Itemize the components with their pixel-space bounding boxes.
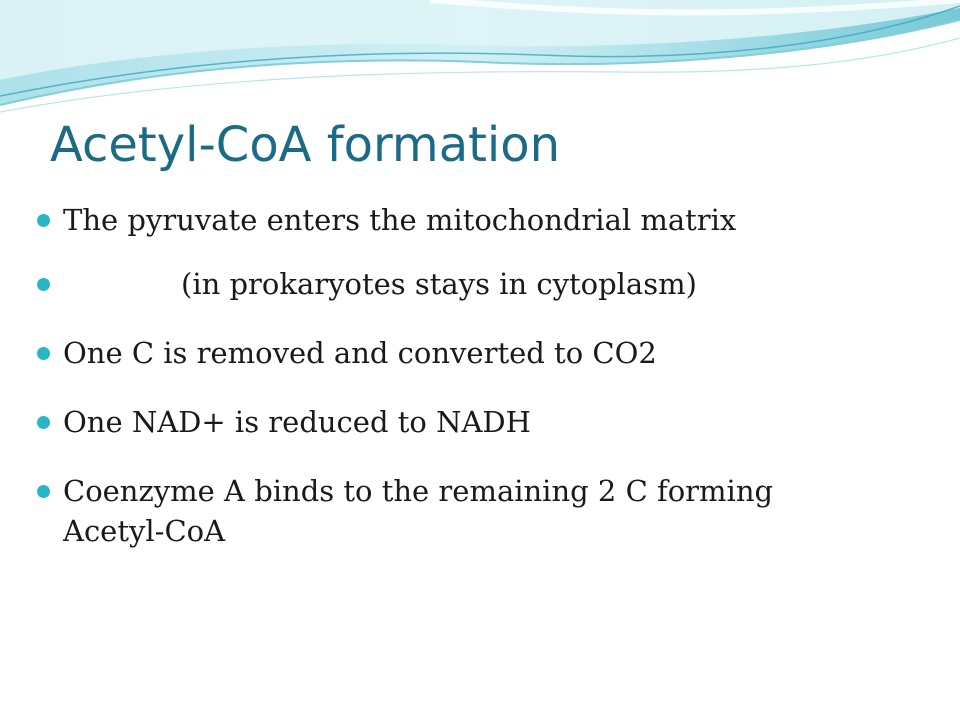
bullet-icon [37,214,50,227]
bullet-icon [37,416,50,429]
header-wave-decoration [0,0,960,120]
bullet-text: The pyruvate enters the mitochondrial matrix [63,203,737,237]
page-title: Acetyl-CoA formation [50,117,561,173]
bullet-text: One C is removed and converted to CO2 [63,336,657,370]
bullet-text: (in prokaryotes stays in cytoplasm) [181,267,697,301]
list-item [37,264,937,304]
bullet-icon [37,278,50,291]
bullet-text: One NAD+ is reduced to NADH [63,405,531,439]
list-item [37,402,937,442]
list-item [37,333,937,373]
bullet-list [37,200,937,580]
bullet-icon [37,485,50,498]
list-item [37,200,937,240]
bullet-icon [37,347,50,360]
list-item [37,471,937,551]
bullet-text: Coenzyme A binds to the remaining 2 C forming Acetyl-CoA [63,474,774,548]
